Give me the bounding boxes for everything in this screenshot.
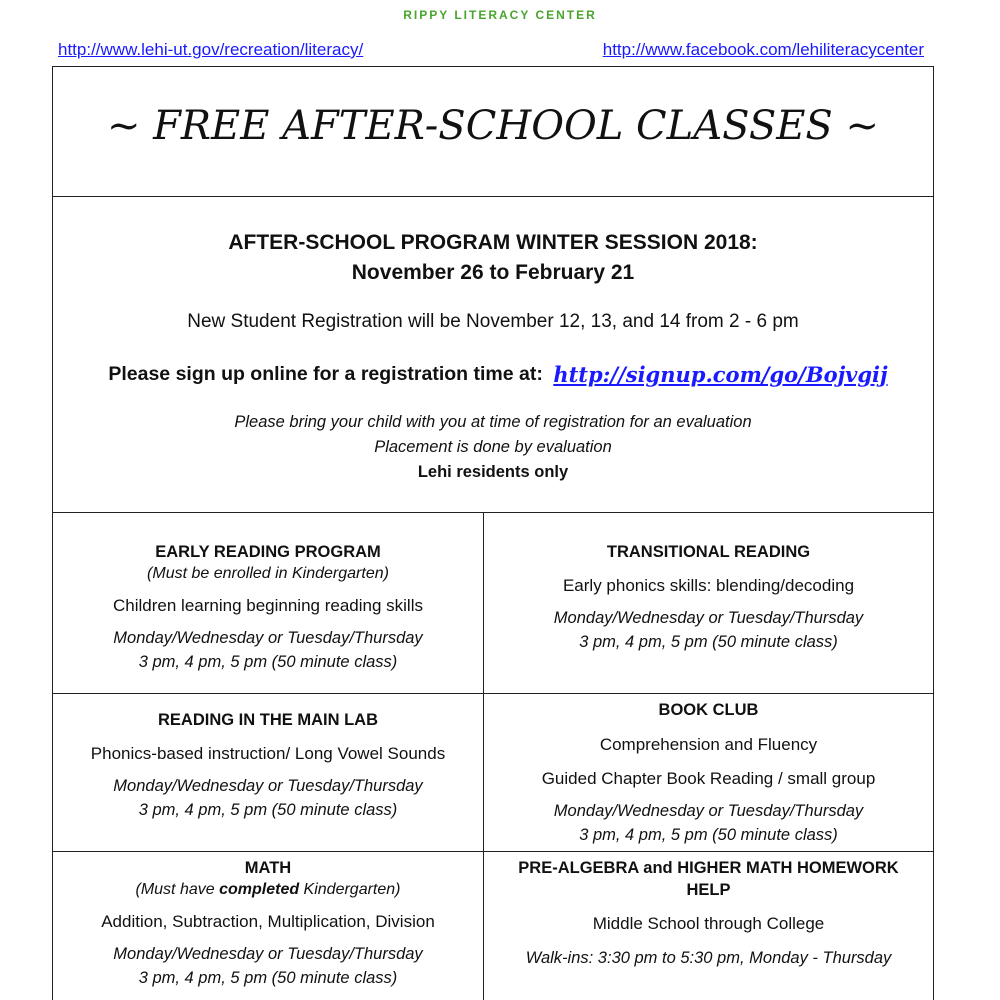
- website-link[interactable]: http://www.lehi-ut.gov/recreation/literacy/: [58, 40, 364, 59]
- class-description: Children learning beginning reading skills: [113, 596, 423, 615]
- class-title: BOOK CLUB: [658, 701, 759, 719]
- evaluation-note: Please bring your child with you at time of registration for an evaluation: [234, 413, 752, 431]
- signup-label: Please sign up online for a registration time at:: [108, 363, 543, 385]
- class-early-reading: [53, 541, 483, 674]
- grid-divider-row2: [53, 851, 933, 852]
- class-title: READING IN THE MAIN LAB: [158, 711, 378, 729]
- class-times: 3 pm, 4 pm, 5 pm (50 minute class): [138, 801, 398, 819]
- facebook-link[interactable]: http://www.facebook.com/lehiliteracycenter: [602, 40, 924, 59]
- class-requirement: (Must be enrolled in Kindergarten): [147, 565, 389, 582]
- class-title: TRANSITIONAL READING: [606, 543, 811, 561]
- class-title: PRE-ALGEBRA and HIGHER MATH HOMEWORK: [518, 859, 899, 877]
- registration-info: New Student Registration will be November 12, 13, and 14 from 2 - 6 pm: [187, 311, 799, 332]
- placement-note: Placement is done by evaluation: [374, 438, 612, 456]
- class-title: MATH: [244, 859, 292, 877]
- class-days: Monday/Wednesday or Tuesday/Thursday: [553, 609, 864, 627]
- class-requirement: [59, 879, 477, 901]
- class-days: Monday/Wednesday or Tuesday/Thursday: [553, 802, 864, 820]
- org-name: RIPPY LITERACY CENTER: [403, 8, 597, 22]
- class-prealgebra: [484, 857, 933, 970]
- class-description-2: Guided Chapter Book Reading / small group: [541, 769, 876, 788]
- class-math: [53, 857, 483, 990]
- class-times: 3 pm, 4 pm, 5 pm (50 minute class): [138, 969, 398, 987]
- signup-row: [63, 362, 933, 387]
- class-description: Middle School through College: [592, 914, 825, 933]
- class-times: 3 pm, 4 pm, 5 pm (50 minute class): [138, 653, 398, 671]
- class-days: Monday/Wednesday or Tuesday/Thursday: [113, 629, 423, 647]
- class-days: Monday/Wednesday or Tuesday/Thursday: [113, 777, 423, 795]
- page-title: ~ FREE AFTER-SCHOOL CLASSES ~: [106, 103, 880, 149]
- requirement-emphasis: completed: [219, 881, 300, 898]
- class-days: Monday/Wednesday or Tuesday/Thursday: [113, 945, 423, 963]
- class-main-lab: [53, 709, 483, 822]
- header-links: [52, 40, 934, 66]
- class-description: Early phonics skills: blending/decoding: [562, 576, 855, 595]
- class-times: 3 pm, 4 pm, 5 pm (50 minute class): [579, 826, 838, 844]
- class-schedule: [59, 774, 477, 822]
- class-transitional-reading: [484, 541, 933, 654]
- class-schedule: [59, 942, 477, 990]
- class-title: EARLY READING PROGRAM: [155, 543, 381, 561]
- session-box: [52, 196, 934, 513]
- class-title-line2: HELP: [686, 881, 731, 899]
- grid-divider-row1: [53, 693, 933, 694]
- signup-link[interactable]: http://signup.com/go/Bojvgij: [553, 362, 888, 387]
- class-description: Phonics-based instruction/ Long Vowel Sounds: [90, 744, 446, 763]
- class-schedule: [490, 799, 927, 847]
- class-description: Comprehension and Fluency: [599, 735, 818, 754]
- class-book-club: [484, 699, 933, 847]
- session-dates: November 26 to February 21: [351, 261, 635, 284]
- requirement-prefix: (Must have: [135, 881, 220, 898]
- class-schedule: [59, 626, 477, 674]
- class-description: Addition, Subtraction, Multiplication, Division: [101, 912, 435, 931]
- class-schedule: [490, 606, 927, 654]
- class-walkins: Walk-ins: 3:30 pm to 5:30 pm, Monday - Thursday: [525, 949, 892, 967]
- class-times: 3 pm, 4 pm, 5 pm (50 minute class): [579, 633, 838, 651]
- session-title: AFTER-SCHOOL PROGRAM WINTER SESSION 2018:: [228, 231, 758, 254]
- classes-grid: [52, 512, 934, 1000]
- requirement-suffix: Kindergarten): [299, 881, 401, 898]
- residents-note: Lehi residents only: [417, 463, 569, 481]
- headline-box: [52, 66, 934, 197]
